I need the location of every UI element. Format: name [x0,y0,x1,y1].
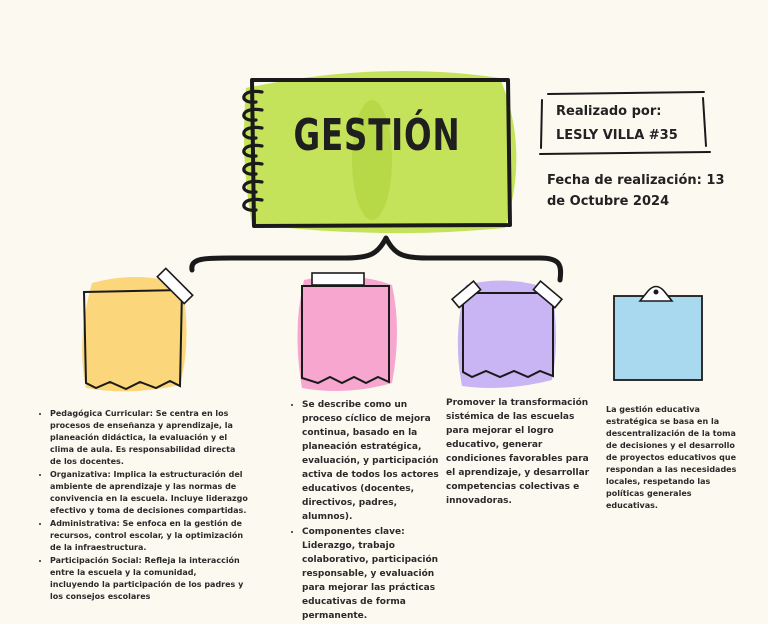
list-item: • Componentes clave: Liderazgo, trabajo colaborativo, participación responsable, y evaluación para mejorar las prácticas educativas de forma permanente. [302,525,440,623]
list-item: • Participación Social: Refleja la interacción entre la escuela y la comunidad, incluyendo la participación de los padres y los consejos escolares [50,555,248,603]
author-box [556,100,678,148]
col2-text [290,398,440,624]
col1-text [38,408,248,604]
list-item: • Se describe como un proceso cíclico de mejora continua, basado en la planeación estratégica, evaluación, y participación activa de todos los actores educativos (docentes, directivos, padres, alumnos). [302,398,440,524]
col4-text: La gestión educativa estratégica se basa en la descentralización de la toma de decisiones y el desarrollo de proyectos educativos que respondan a las necesidades locales, respetando las políticas generales educativas. [606,405,737,510]
date-value: 13 de Octubre 2024 [547,173,725,209]
list-item: • Organizativa: Implica la estructuración del ambiente de aprendizaje y las normas de convivencia en la escuela. Incluye liderazgo efectivo y toma de decisiones compartidas. [50,469,248,517]
card-objective [452,281,562,388]
card-strategic [614,287,702,381]
list-item: • Administrativa: Se enfoca en la gestión de recursos, control escolar, y la optimización de la infraestructura. [50,518,248,554]
list-item: • Pedagógica Curricular: Se centra en los procesos de enseñanza y aprendizaje, la planeación didáctica, la evaluación y el clima de aula. Es responsabilidad directa de los docentes. [50,408,248,468]
col3-text: Promover la transformación sistémica de las escuelas para mejorar el logro educativo, generar condiciones favorables para el aprendizaje, y desarrollar competencias colectivas e innovadoras. [446,398,590,506]
date-label: Fecha de realización: [547,173,702,188]
author-name: LESLY VILLA #35 [556,128,678,143]
card-process [297,273,397,391]
card-pedagogical [82,268,193,391]
author-label: Realizado por: [556,104,662,119]
date-text [547,170,737,212]
page-title: GESTIÓN [293,110,461,161]
curly-brace-icon [192,238,561,280]
